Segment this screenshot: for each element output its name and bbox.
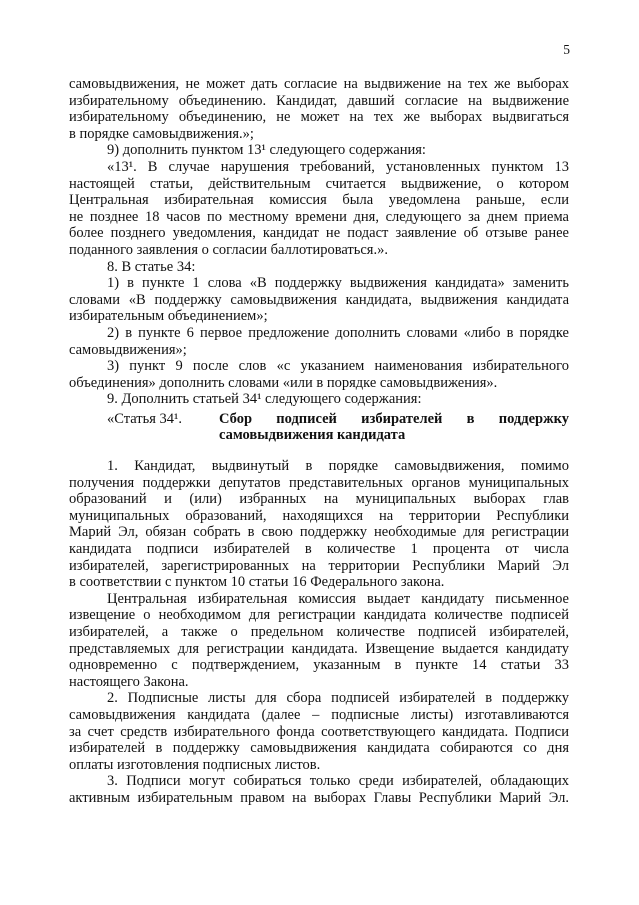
article-heading bbox=[69, 411, 569, 428]
text-line: 2) в пункте 6 первое предложение дополнить словами «либо в порядке bbox=[107, 324, 569, 341]
article-label: «Статья 34¹. bbox=[107, 410, 183, 427]
text-line: избирателей, а также о предельном количестве подписей избирателей, bbox=[69, 624, 569, 640]
text-line: 1. Кандидат, выдвинутый в порядке самовыдвижения, помимо bbox=[107, 458, 569, 475]
text-line: избирателей в поддержку самовыдвижения кандидата собираются со дня bbox=[69, 740, 569, 757]
text-line: избирательным объединением»; bbox=[69, 308, 268, 325]
text-line: оплаты изготовления подписных листов. bbox=[69, 756, 321, 773]
text-line: активным избирательным правом на выборах Главы Республики Марий Эл. bbox=[69, 789, 569, 806]
text-line: Центральная избирательная комиссия была уведомлена раньше, если bbox=[69, 192, 569, 209]
text-line: Центральная избирательная комиссия выдает кандидату письменное bbox=[107, 590, 569, 607]
text-line: объединения» дополнить словами «или в порядке самовыдвижения». bbox=[69, 374, 498, 391]
text-line: 3. Подписи могут собираться только среди избирателей, обладающих bbox=[107, 773, 569, 790]
text-line: извещение о необходимом для регистрации кандидата количестве подписей bbox=[69, 607, 569, 624]
text-line: более позднего уведомления, кандидат не подаст заявление об отзыве ранее bbox=[69, 225, 569, 242]
text-line: избирательному объединению. Кандидат, давший согласие на выдвижение bbox=[69, 92, 569, 109]
text-line: избирательному объединению, не может на тех же выборах выдвигаться bbox=[69, 109, 569, 126]
text-line: «13¹. В случае нарушения требований, установленных пунктом 13 bbox=[107, 158, 569, 175]
text-line: 9) дополнить пунктом 13¹ следующего содержания: bbox=[107, 142, 426, 159]
paragraph-block-article bbox=[69, 458, 569, 806]
text-line: в соответствии с пунктом 10 статьи 16 Федерального закона. bbox=[69, 574, 445, 591]
text-line: поданного заявления о согласии баллотироваться.». bbox=[69, 241, 388, 258]
text-line: словами «В поддержку самовыдвижения кандидата, выдвижения кандидата bbox=[69, 291, 569, 308]
text-line: 1) в пункте 1 слова «В поддержку выдвижения кандидата» заменить bbox=[107, 275, 569, 292]
text-line: представляемых для регистрации кандидата. Извещение выдается кандидату bbox=[69, 640, 569, 657]
text-line: 3) пункт 9 после слов «с указанием наименования избирательного bbox=[107, 358, 569, 375]
text-line: самовыдвижения кандидата (далее – подписные листы) изготавливаются bbox=[69, 706, 569, 723]
page-number: 5 bbox=[563, 42, 570, 57]
text-line: образований и (или) избранных на муниципальных выборах глав bbox=[69, 491, 569, 508]
text-line: 2. Подписные листы для сбора подписей избирателей в поддержку bbox=[107, 690, 569, 707]
text-line: 8. В статье 34: bbox=[107, 258, 196, 275]
text-line: настоящего Закона. bbox=[69, 673, 189, 690]
text-line: самовыдвижения»; bbox=[69, 341, 187, 358]
text-line: кандидата подписи избирателей в количестве 1 процента от числа bbox=[69, 541, 569, 558]
text-line: за счет средств избирательного фонда соответствующего кандидата. Подписи bbox=[69, 723, 569, 740]
document-body bbox=[69, 76, 569, 807]
text-line: самовыдвижения, не может дать согласие на выдвижение на тех же выборах bbox=[69, 76, 569, 92]
paragraph-block-amendments bbox=[69, 76, 569, 408]
text-line: не позднее 18 часов по местному времени дня, следующего за днем приема bbox=[69, 208, 569, 225]
text-line: муниципальных образований, находящихся на территории Республики bbox=[69, 507, 569, 524]
article-title-line-2: самовыдвижения кандидата bbox=[219, 427, 406, 444]
text-line: одновременно с подтверждением, указанным в пункте 14 статьи 33 bbox=[69, 657, 569, 674]
text-line: в порядке самовыдвижения.»; bbox=[69, 125, 254, 142]
text-line: настоящей статьи, действительным считается выдвижение, о котором bbox=[69, 175, 569, 192]
text-line: Марий Эл, обязан собрать в свою поддержку необходимые для регистрации bbox=[69, 524, 569, 541]
text-line: избирателей, зарегистрированных на территории Республики Марий Эл bbox=[69, 557, 569, 574]
text-line: 9. Дополнить статьей 34¹ следующего содержания: bbox=[107, 391, 422, 408]
text-line: получения поддержки депутатов представительных органов муниципальных bbox=[69, 474, 569, 491]
article-title-line-1: Сбор подписей избирателей в поддержку bbox=[219, 410, 569, 427]
